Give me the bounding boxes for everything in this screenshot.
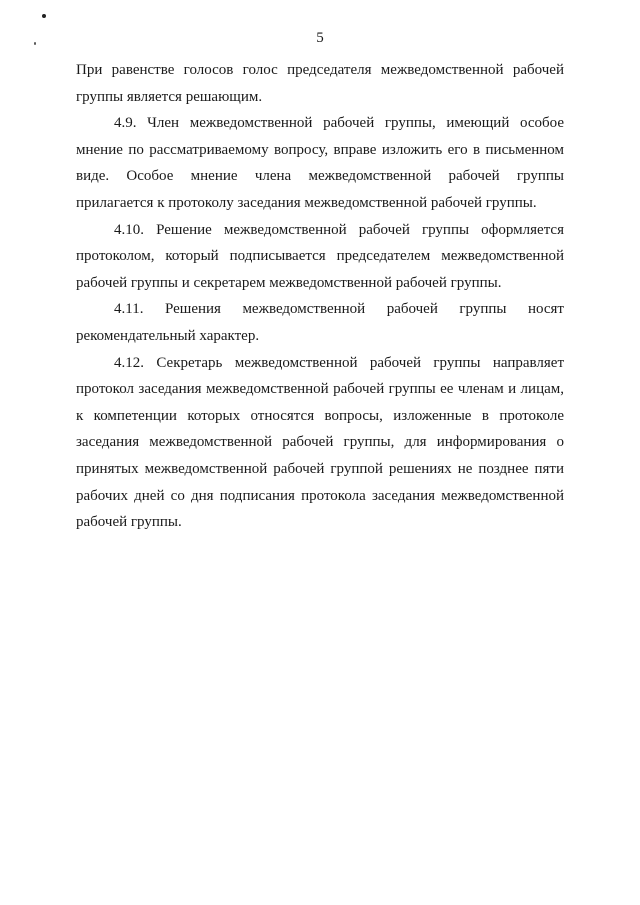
paragraph-4-10: 4.10. Решение межведомственной рабочей группы оформляется протоколом, который подписывается председателем межведомственной рабочей группы и секретарем межведомственной рабочей группы. — [76, 221, 564, 291]
document-body — [76, 57, 564, 536]
scan-speck — [42, 14, 46, 18]
page-number: 5 — [316, 30, 324, 46]
paragraph-4-12: 4.12. Секретарь межведомственной рабочей группы направляет протокол заседания межведомственной рабочей группы ее членам и лицам, к компетенции которых относятся вопросы, изложенные в протоколе заседания межведомственной рабочей группы, для информирования о принятых межведомственной рабочей группой решениях не позднее пяти рабочих дней со дня подписания протокола заседания межведомственной рабочей группы. — [76, 354, 564, 531]
paragraph-4-9: 4.9. Член межведомственной рабочей группы, имеющий особое мнение по рассматриваемому вопросу, вправе изложить его в письменном виде. Особое мнение члена межведомственной рабочей группы прилагается к протоколу заседания межведомственной рабочей группы. — [76, 115, 564, 211]
paragraph-continuation: При равенстве голосов голос председателя межведомственной рабочей группы является решающим. — [76, 62, 564, 105]
paragraph-4-11: 4.11. Решения межведомственной рабочей группы носят рекомендательный характер. — [76, 301, 564, 344]
